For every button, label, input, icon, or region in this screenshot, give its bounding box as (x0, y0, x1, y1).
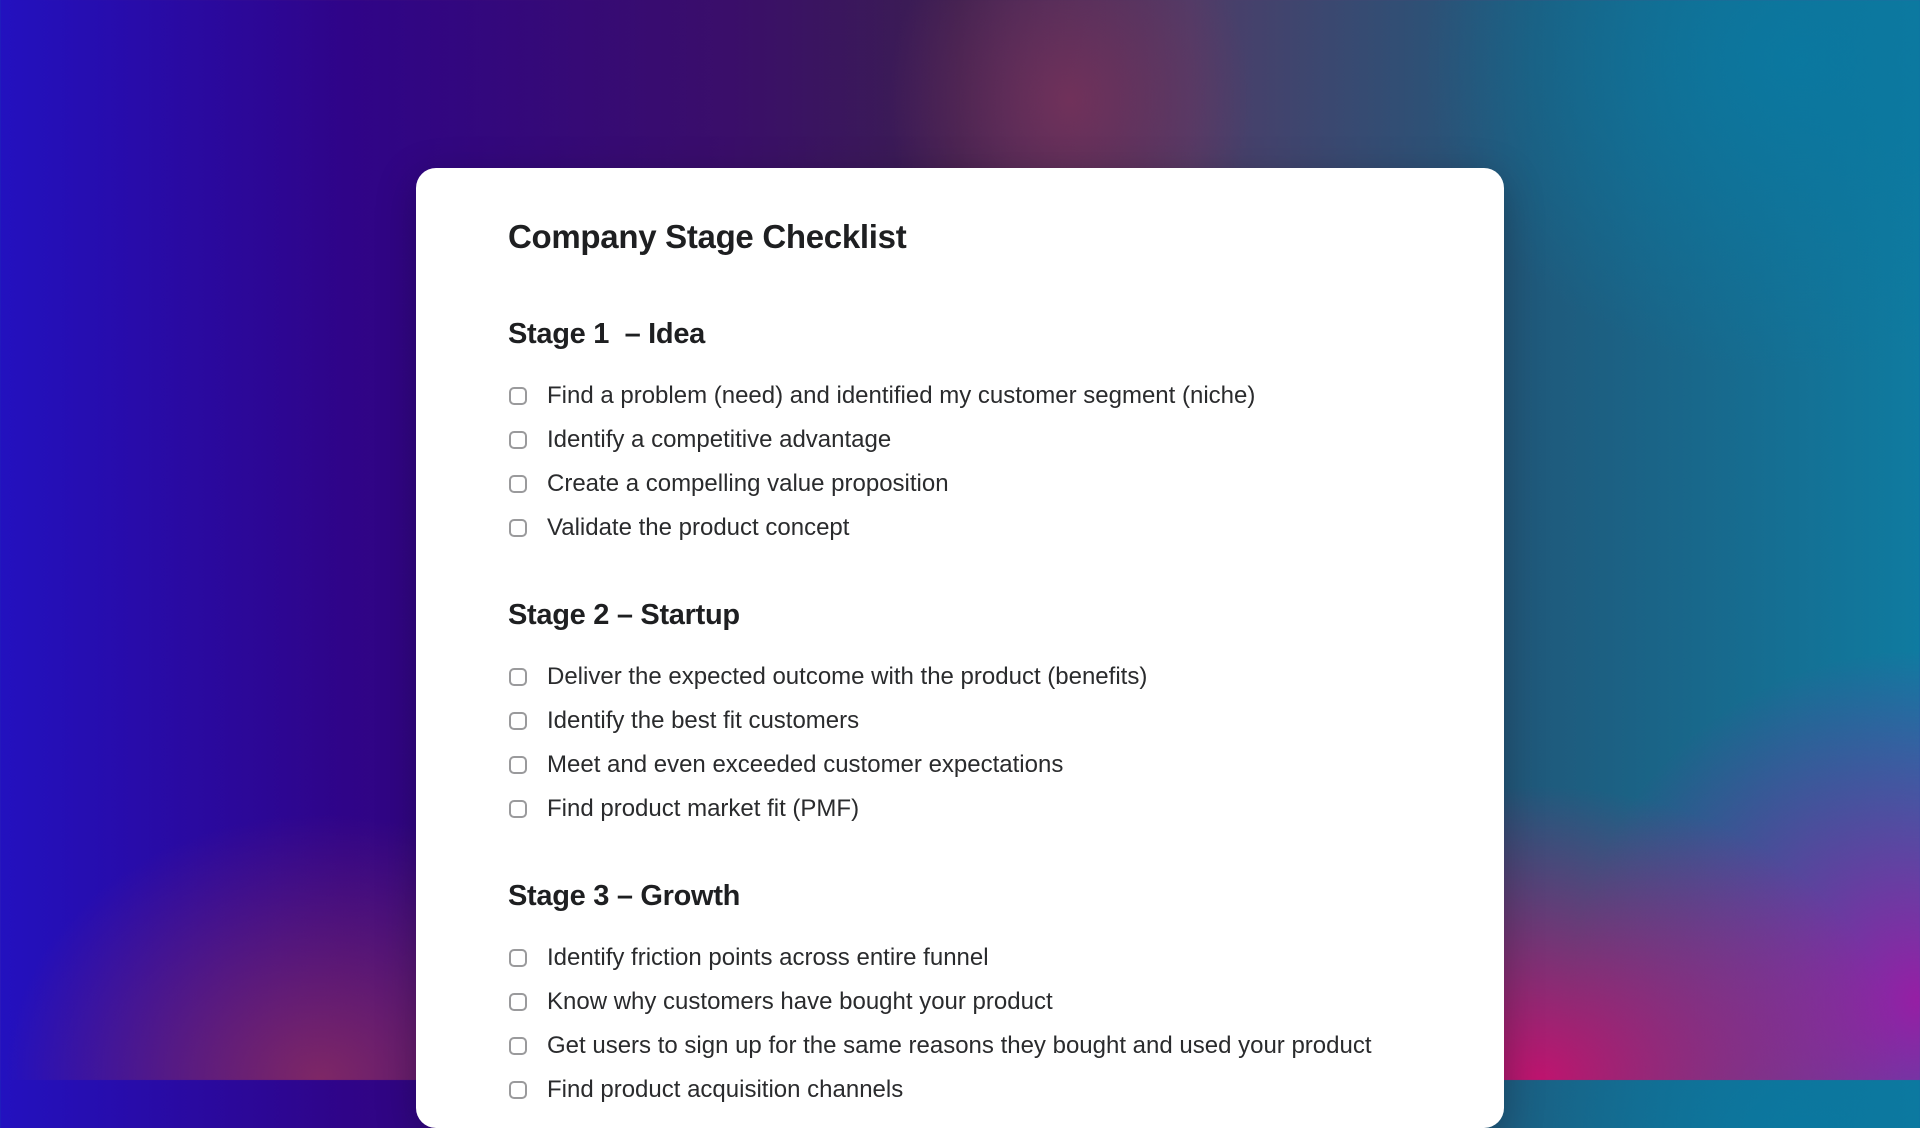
checkbox-unchecked-icon[interactable] (509, 668, 527, 686)
checklist-item[interactable] (508, 462, 1255, 506)
checkbox-unchecked-icon[interactable] (509, 1037, 527, 1055)
checkbox-unchecked-icon[interactable] (509, 475, 527, 493)
item-label: Find product acquisition channels (547, 1076, 904, 1103)
checklist-item[interactable] (508, 1024, 1372, 1068)
item-label: Know why customers have bought your product (547, 988, 1053, 1015)
checkbox-unchecked-icon[interactable] (509, 993, 527, 1011)
checklist-item[interactable] (508, 418, 1255, 462)
checkbox-unchecked-icon[interactable] (509, 387, 527, 405)
item-label: Validate the product concept (547, 514, 850, 541)
item-label: Identify a competitive advantage (547, 426, 892, 453)
checkbox-unchecked-icon[interactable] (509, 431, 527, 449)
checklist-item[interactable] (508, 506, 1255, 550)
item-label: Get users to sign up for the same reasons they bought and used your product (547, 1032, 1372, 1059)
checklist (508, 655, 1147, 831)
checklist-card (416, 168, 1504, 1128)
item-label: Create a compelling value proposition (547, 470, 949, 497)
checklist (508, 936, 1372, 1112)
checklist-item[interactable] (508, 1068, 1372, 1112)
checklist-item[interactable] (508, 374, 1255, 418)
checkbox-unchecked-icon[interactable] (509, 712, 527, 730)
checklist-item[interactable] (508, 743, 1147, 787)
checkbox-unchecked-icon[interactable] (509, 756, 527, 774)
checklist-item[interactable] (508, 699, 1147, 743)
section-stage-3 (508, 878, 1372, 1112)
checkbox-unchecked-icon[interactable] (509, 949, 527, 967)
checkbox-unchecked-icon[interactable] (509, 1081, 527, 1099)
item-label: Deliver the expected outcome with the product (benefits) (547, 663, 1148, 690)
item-label: Find a problem (need) and identified my customer segment (niche) (547, 382, 1256, 409)
checklist (508, 374, 1255, 550)
section-heading: Stage 1 – Idea (508, 318, 705, 350)
section-stage-2 (508, 597, 1147, 831)
checklist-item[interactable] (508, 980, 1372, 1024)
checkbox-unchecked-icon[interactable] (509, 800, 527, 818)
checklist-item[interactable] (508, 655, 1147, 699)
section-heading: Stage 3 – Growth (508, 880, 741, 912)
section-heading: Stage 2 – Startup (508, 599, 740, 631)
item-label: Identify friction points across entire funnel (547, 944, 989, 971)
checklist-item[interactable] (508, 936, 1372, 980)
item-label: Find product market fit (PMF) (547, 795, 860, 822)
item-label: Meet and even exceeded customer expectations (547, 751, 1064, 778)
section-stage-1 (508, 316, 1255, 550)
checkbox-unchecked-icon[interactable] (509, 519, 527, 537)
page-title: Company Stage Checklist (508, 218, 907, 255)
checklist-item[interactable] (508, 787, 1147, 831)
item-label: Identify the best fit customers (547, 707, 860, 734)
